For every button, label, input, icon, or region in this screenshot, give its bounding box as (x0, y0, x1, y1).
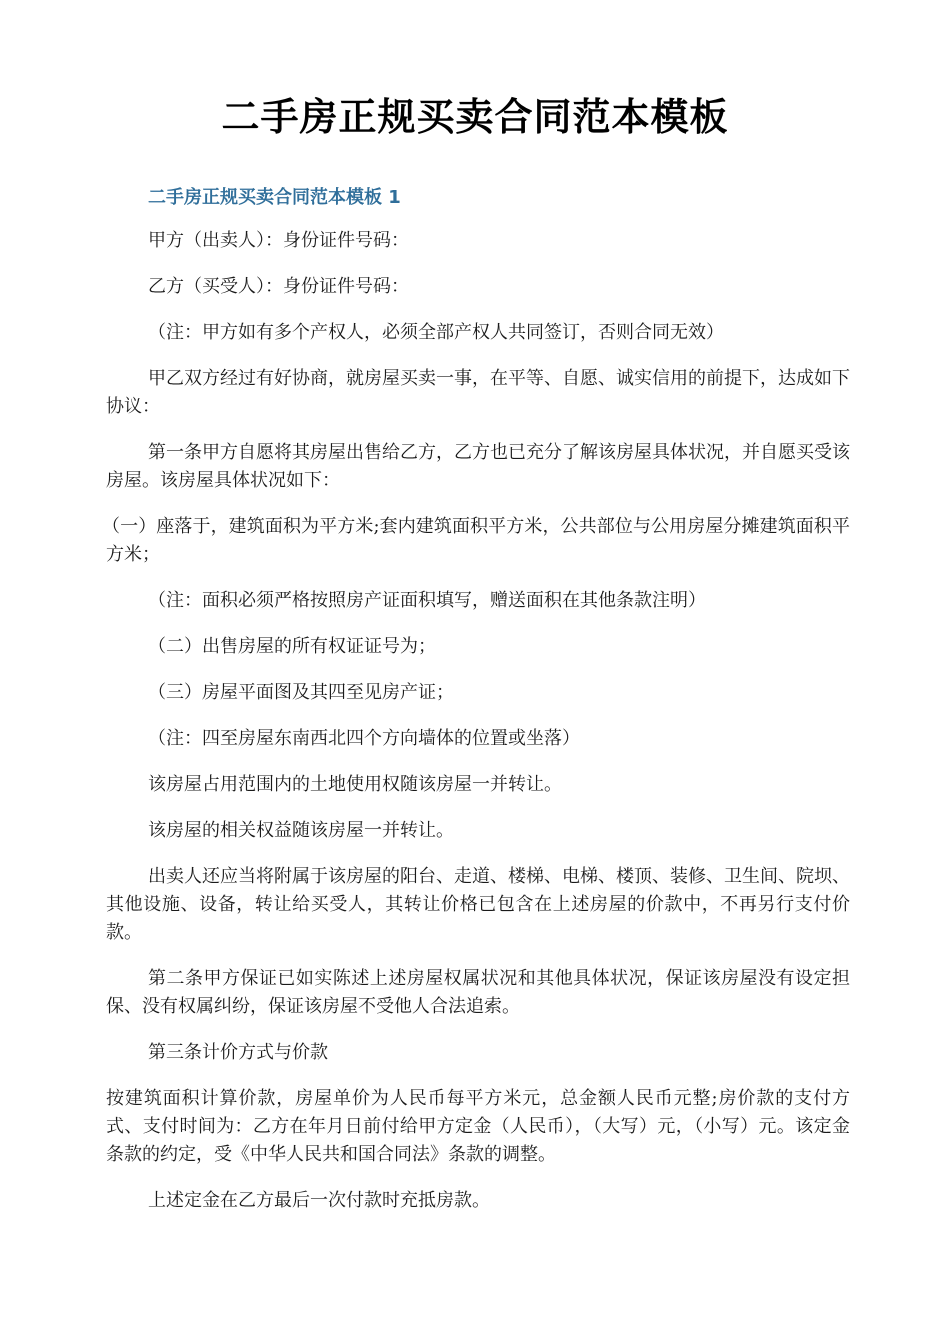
clause-1-location: （一）座落于，建筑面积为平方米;套内建筑面积平方米，公共部位与公用房屋分摊建筑面积平方米； (102, 516, 850, 565)
appurtenances-paragraph: 出卖人还应当将附属于该房屋的阳台、走道、楼梯、电梯、楼顶、装修、卫生间、院坝、其他设施、设备，转让给买受人，其转让价格已包含在上述房屋的价款中，不再另行支付价款。 (106, 866, 850, 943)
note-area: （注：面积必须严格按照房产证面积填写，赠送面积在其他条款注明） (148, 590, 706, 611)
article-3-heading: 第三条计价方式与价款 (148, 1042, 328, 1063)
article-1-paragraph: 第一条甲方自愿将其房屋出售给乙方，乙方也已充分了解该房屋具体状况，并自愿买受该房屋。该房屋具体状况如下： (106, 442, 850, 491)
article-2-paragraph: 第二条甲方保证已如实陈述上述房屋权属状况和其他具体状况，保证该房屋没有设定担保、没有权属纠纷，保证该房屋不受他人合法追索。 (106, 968, 850, 1017)
party-b-line: 乙方（买受人）：身份证件号码： (148, 276, 409, 297)
clause-2-ownership: （二）出售房屋的所有权证证号为； (148, 636, 436, 657)
rights-paragraph: 该房屋的相关权益随该房屋一并转让。 (148, 820, 454, 841)
section-heading: 二手房正规买卖合同范本模板 1 (148, 187, 401, 208)
land-use-paragraph: 该房屋占用范围内的土地使用权随该房屋一并转让。 (148, 774, 562, 795)
pricing-paragraph: 按建筑面积计算价款，房屋单价为人民币每平方米元，总金额人民币元整;房价款的支付方式、支付时间为：乙方在年月日前付给甲方定金（人民币），（大写）元，（小写）元。该定金条款的约定，受《中华人民共和国合同法》条款的调整。 (106, 1088, 850, 1165)
clause-3-floorplan: （三）房屋平面图及其四至见房产证； (148, 682, 454, 703)
party-a-line: 甲方（出卖人）：身份证件号码： (148, 230, 409, 251)
document-body (102, 183, 850, 1233)
note-boundaries: （注：四至房屋东南西北四个方向墙体的位置或坐落） (148, 728, 580, 749)
note-multiple-owners: （注：甲方如有多个产权人，必须全部产权人共同签订，否则合同无效） (148, 322, 724, 343)
deposit-paragraph: 上述定金在乙方最后一次付款时充抵房款。 (148, 1190, 490, 1211)
document-title: 二手房正规买卖合同范本模板 (221, 95, 729, 139)
preamble-paragraph: 甲乙双方经过有好协商，就房屋买卖一事，在平等、自愿、诚实信用的前提下，达成如下协议： (106, 368, 850, 417)
